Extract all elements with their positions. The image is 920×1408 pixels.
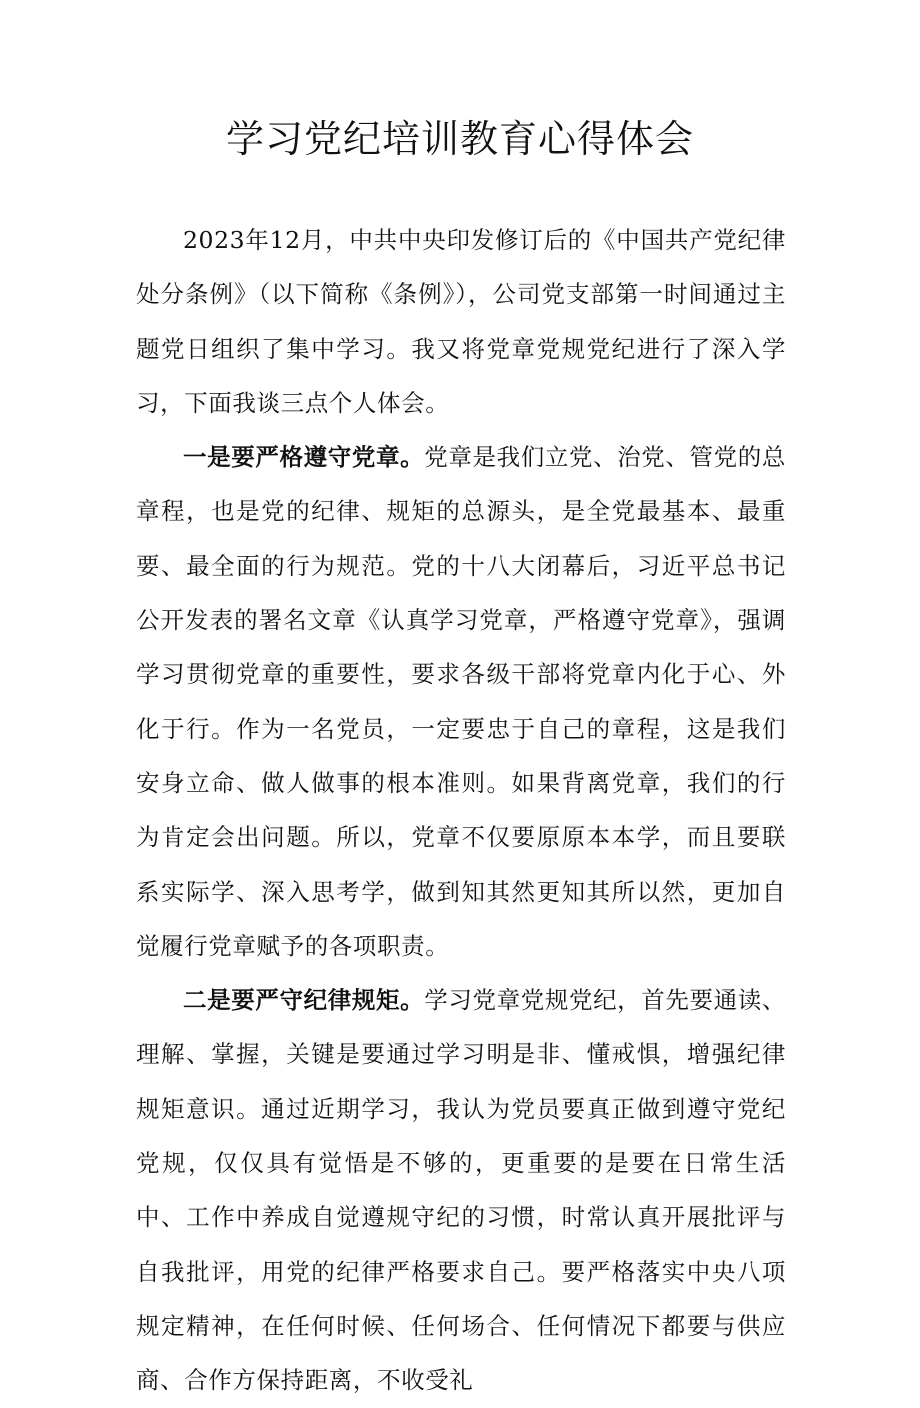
paragraph-point-one-text: 党章是我们立党、治党、管党的总章程，也是党的纪律、规矩的总源头，是全党最基本、最重要、最全面的行为规范。党的十八大闭幕后，习近平总书记公开发表的署名文章《认真学习党章，严格遵守党章》，强调学习贯彻党章的重要性，要求各级干部将党章内化于心、外化于行。作为一名党员，一定要忠于自己的章程，这是我们安身立命、做人做事的根本准则。如果背离党章，我们的行为肯定会出问题。所以，党章不仅要原原本本学，而且要联系实际学、深入思考学，做到知其然更知其所以然，更加自觉履行党章赋予的各项职责。 — [136, 443, 787, 960]
document-title: 学习党纪培训教育心得体会 — [225, 117, 694, 161]
paragraph-point-two — [136, 973, 786, 1407]
document-body — [136, 213, 786, 1408]
paragraph-intro — [136, 213, 786, 430]
paragraph-point-two-heading: 二是要严守纪律规矩。 — [183, 986, 425, 1015]
paragraph-point-one — [136, 430, 786, 973]
paragraph-point-one-heading: 一是要严格遵守党章。 — [183, 443, 425, 472]
paragraph-point-two-text: 学习党章党规党纪，首先要通读、理解、掌握，关键是要通过学习明是非、懂戒惧，增强纪律规矩意识。通过近期学习，我认为党员要真正做到遵守党纪党规，仅仅具有觉悟是不够的，更重要的是要在日常生活中、工作中养成自觉遵规守纪的习惯，时常认真开展批评与自我批评，用党的纪律严格要求自己。要严格落实中央八项规定精神，在任何时候、任何场合、任何情况下都要与供应商、合作方保持距离，不收受礼 — [136, 986, 787, 1395]
paragraph-intro-text: 2023年12月，中共中央印发修订后的《中国共产党纪律处分条例》（以下简称《条例》），公司党支部第一时间通过主题党日组织了集中学习。我又将党章党规党纪进行了深入学习，下面我谈三点个人体会。 — [136, 226, 786, 417]
